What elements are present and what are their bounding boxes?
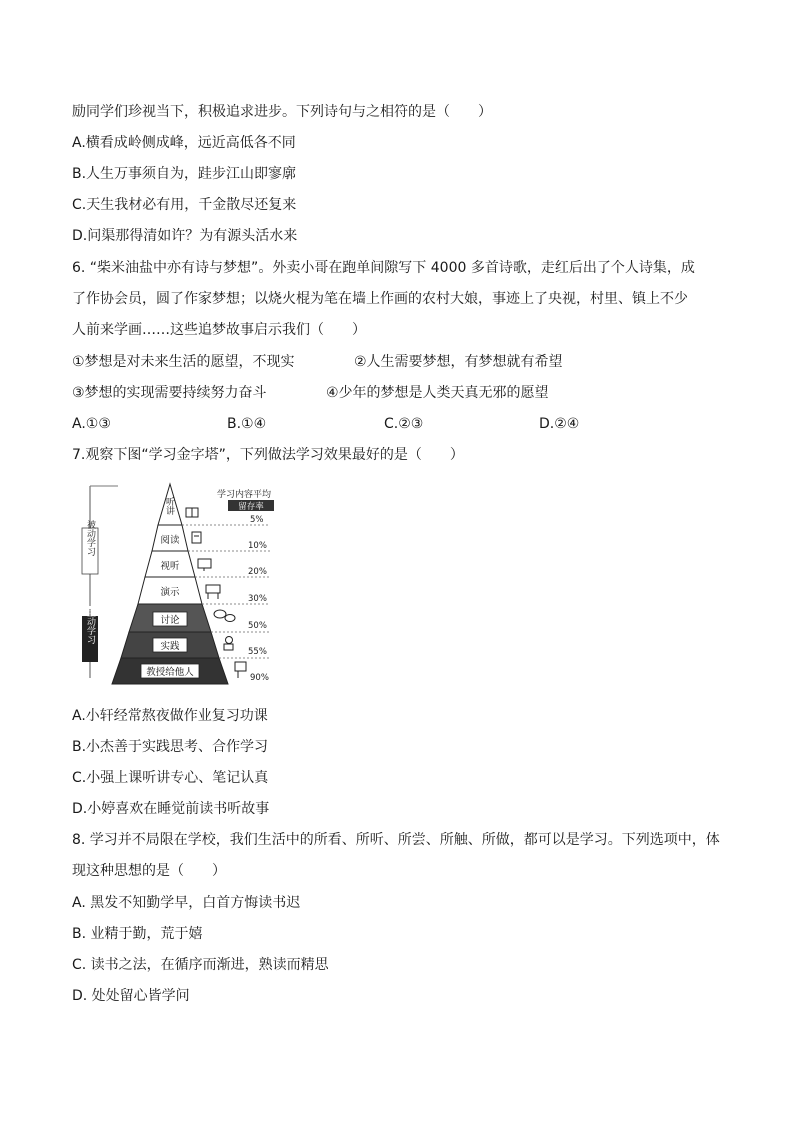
pyramid-label-6: 实践 [160, 641, 180, 652]
pyramid-rate-1: 5% [250, 515, 264, 525]
q6-option-b: B.①④ [227, 416, 267, 432]
pyramid-rate-5: 50% [248, 621, 267, 631]
q6-statement-4: ④少年的梦想是人类天真无邪的愿望 [326, 385, 549, 401]
q8-option-a: A. 黑发不知勤学早，白首方悔读书迟 [72, 895, 301, 911]
q6-statement-1: ①梦想是对未来生活的愿望，不现实 [72, 354, 295, 370]
calculator-icon [192, 532, 201, 543]
q5-option-a: A.横看成岭侧成峰，远近高低各不同 [72, 135, 296, 151]
q6-stem-line-3: 人前来学画……这些追梦故事启示我们（ ） [72, 322, 366, 338]
q6-statements-row-2 [72, 383, 712, 403]
pyramid-rate-4: 30% [248, 594, 267, 604]
teaching-board-icon [235, 662, 246, 678]
pyramid-label-3: 视听 [160, 561, 180, 572]
q8-stem-line-2: 现这种思想的是（ ） [72, 863, 226, 879]
q8-option-b: B. 业精于勤，荒于嬉 [72, 926, 203, 942]
presenter-icon [206, 585, 220, 599]
q6-options [72, 414, 712, 434]
pyramid-rate-7: 90% [250, 673, 269, 683]
q6-statement-2: ②人生需要梦想，有梦想就有希望 [354, 354, 563, 370]
q8-option-d: D. 处处留心皆学问 [72, 988, 190, 1004]
q6-option-c: C.②③ [384, 416, 424, 432]
pyramid-rate-2: 10% [248, 541, 267, 551]
passive-learning-label: 被动学习 [85, 520, 95, 556]
q5-option-b: B.人生万事须自为，跬步江山即寥廓 [72, 166, 297, 182]
q8-option-c: C. 读书之法，在循序而渐进，熟读而精思 [72, 957, 329, 973]
q5-option-c: C.天生我材必有用，千金散尽还复来 [72, 197, 297, 213]
q7-stem: 7.观察下图“学习金字塔”，下列做法学习效果最好的是（ ） [72, 447, 464, 463]
pyramid-header-line1: 学习内容平均 [216, 490, 272, 500]
speech-bubbles-icon [214, 610, 235, 622]
pyramid-label-7: 教授给他人 [146, 667, 194, 678]
q8-stem-line-1: 8. 学习并不局限在学校，我们生活中的所看、所听、所尝、所触、所做，都可以是学习。下列选项中，体 [72, 832, 720, 848]
pyramid-label-4: 演示 [160, 587, 180, 598]
pyramid-label-2: 阅读 [160, 535, 180, 546]
pyramid-header-line2: 留存率 [238, 502, 264, 512]
q7-option-c: C.小强上课听讲专心、笔记认真 [72, 770, 269, 786]
q6-option-d: D.②④ [539, 416, 580, 432]
q5-stem-continuation: 励同学们珍视当下，积极追求进步。下列诗句与之相符的是（ ） [72, 104, 492, 120]
q6-statement-3: ③梦想的实现需要持续努力奋斗 [72, 385, 267, 401]
q7-option-d: D.小婷喜欢在睡觉前读书听故事 [72, 801, 270, 817]
q6-option-a: A.①③ [72, 416, 111, 432]
q5-option-d: D.问渠那得清如许？为有源头活水来 [72, 228, 298, 244]
pyramid-rate-3: 20% [248, 567, 267, 577]
hands-on-icon [224, 637, 233, 651]
pyramid-label-5: 讨论 [160, 615, 180, 626]
monitor-icon [198, 559, 211, 571]
pyramid-rate-6: 55% [248, 647, 267, 657]
q6-stem-line-1: 6. “柴米油盐中亦有诗与梦想”。外卖小哥在跑单间隙写下 4000 多首诗歌，走红后出了个人诗集，成 [72, 260, 695, 276]
active-learning-label: 主动学习 [85, 608, 95, 644]
pyramid-label-1: 听讲 [164, 497, 174, 515]
learning-pyramid-figure [80, 478, 290, 688]
book-icon [186, 508, 198, 517]
q6-stem-line-2: 了作协会员，圆了作家梦想；以烧火棍为笔在墙上作画的农村大娘，事迹上了央视，村里、镇上不少 [72, 291, 688, 307]
q6-statements-row-1 [72, 352, 712, 372]
q7-option-b: B.小杰善于实践思考、合作学习 [72, 739, 269, 755]
q7-option-a: A.小轩经常熬夜做作业复习功课 [72, 708, 268, 724]
